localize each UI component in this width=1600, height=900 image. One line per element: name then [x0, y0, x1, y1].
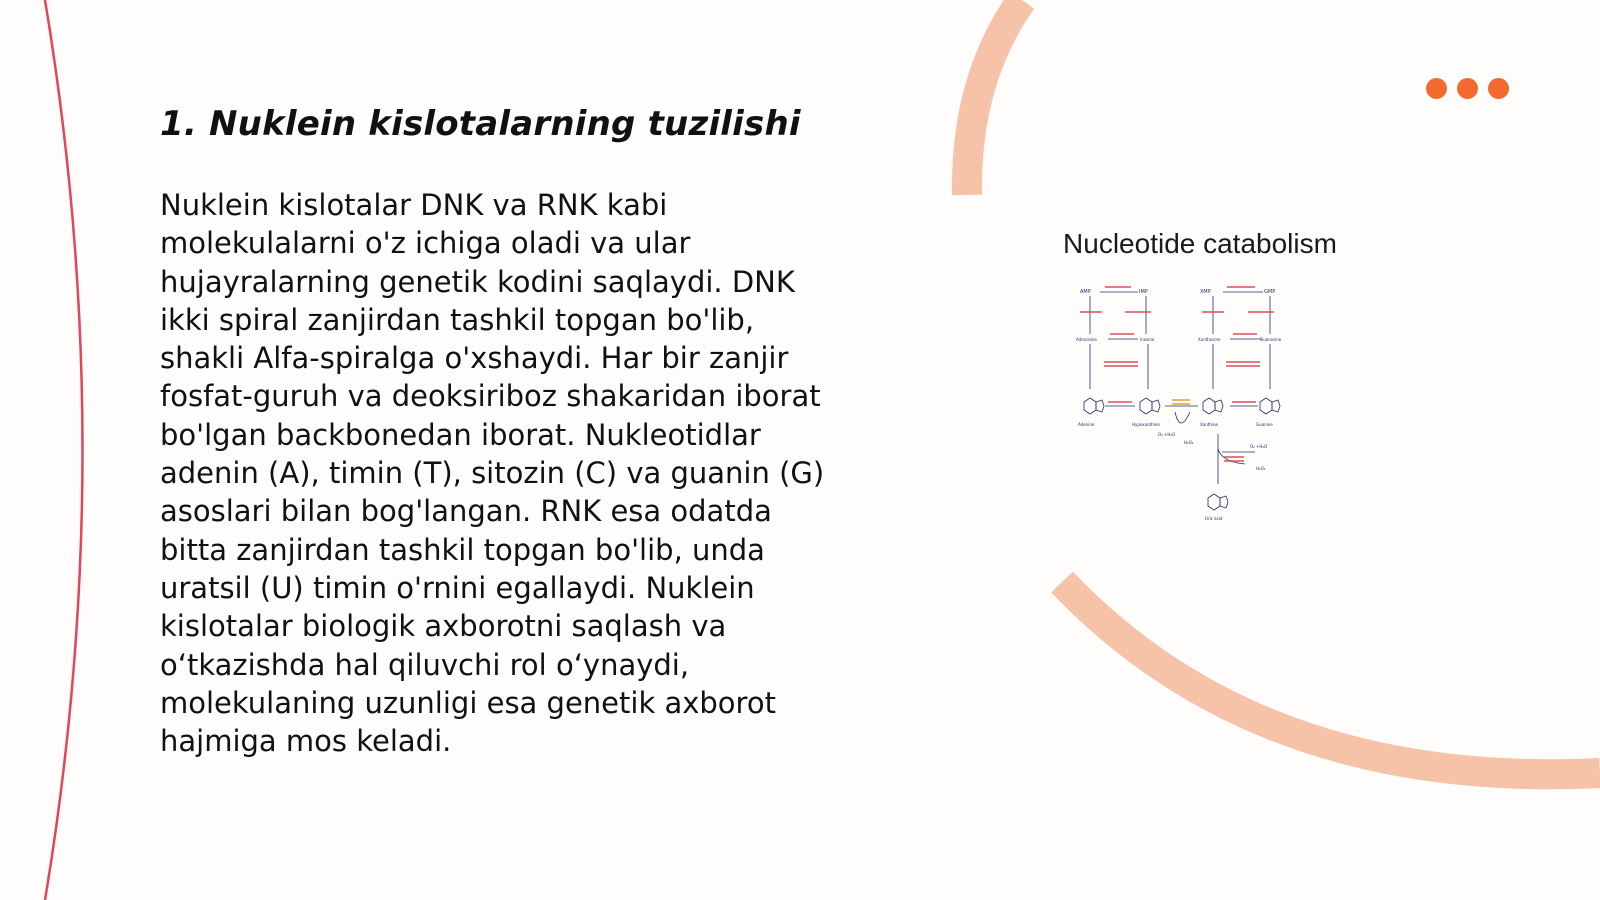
slide-body-text: Nuklein kislotalar DNK va RNK kabi molekulalarni o'z ichiga oladi va ular hujayralarning genetik kodini saqlaydi. DNK ikki spiral zanjirdan tashkil topgan bo'lib, shakli Alfa-spiralga o'xshaydi. Har bir zanjir fosfat-guruh va deoksiriboz shakaridan iborat bo'lgan backbonedan iborat. Nukleotidlar adenin (A), timin (T), sitozin (C) va guanin (G) asoslari bilan bog'langan. RNK esa odatda bitta zanjirdan tashkil topgan bo'lib, unda uratsil (U) timin o'rnini egallaydi. Nuklein kislotalar biologik axborotni saqlash va o‘tkazishda hal qiluvchi rol o‘ynaydi, molekulaning uzunligi esa genetik axborot hajmiga mos keladi. — [160, 188, 825, 759]
label-imp: IMP — [1139, 289, 1148, 295]
dot-icon — [1457, 78, 1478, 99]
left-curve-line — [45, 0, 83, 900]
label-guanosine: Guanosine — [1260, 337, 1282, 342]
label-xanthosine: Xanthosine — [1198, 337, 1221, 342]
label-h2o2-right: H₂O₂ — [1256, 466, 1266, 471]
label-o2-h2o-right: O₂ +H₂O — [1250, 444, 1268, 449]
label-adenosine: Adenosine — [1076, 337, 1097, 342]
label-xanthine: Xanthine — [1200, 422, 1218, 427]
label-hypoxanthine: Hypoxanthine — [1132, 422, 1160, 427]
label-xmp: XMP — [1200, 289, 1211, 295]
nucleotide-catabolism-diagram — [1076, 284, 1330, 544]
label-o2-h2o-left: O₂ +H₂O — [1158, 432, 1176, 437]
dot-icon — [1426, 78, 1447, 99]
label-h2o2-left: H₂O₂ — [1184, 440, 1194, 445]
label-uric-acid: Uric acid — [1205, 516, 1223, 521]
figure-title: Nucleotide catabolism — [1063, 228, 1337, 259]
top-arc — [967, 0, 1022, 195]
label-guanine: Guanine — [1256, 422, 1273, 427]
menu-three-dots-icon[interactable] — [1426, 78, 1509, 99]
label-amp: AMP — [1080, 289, 1091, 295]
dot-icon — [1488, 78, 1509, 99]
slide-title: 1. Nuklein kislotalarning tuzilishi — [160, 104, 801, 144]
bottom-arc — [1062, 582, 1600, 774]
label-gmp: GMP — [1264, 289, 1276, 295]
label-inosine: Inosine — [1140, 337, 1155, 342]
label-adenine: Adenine — [1078, 422, 1095, 427]
